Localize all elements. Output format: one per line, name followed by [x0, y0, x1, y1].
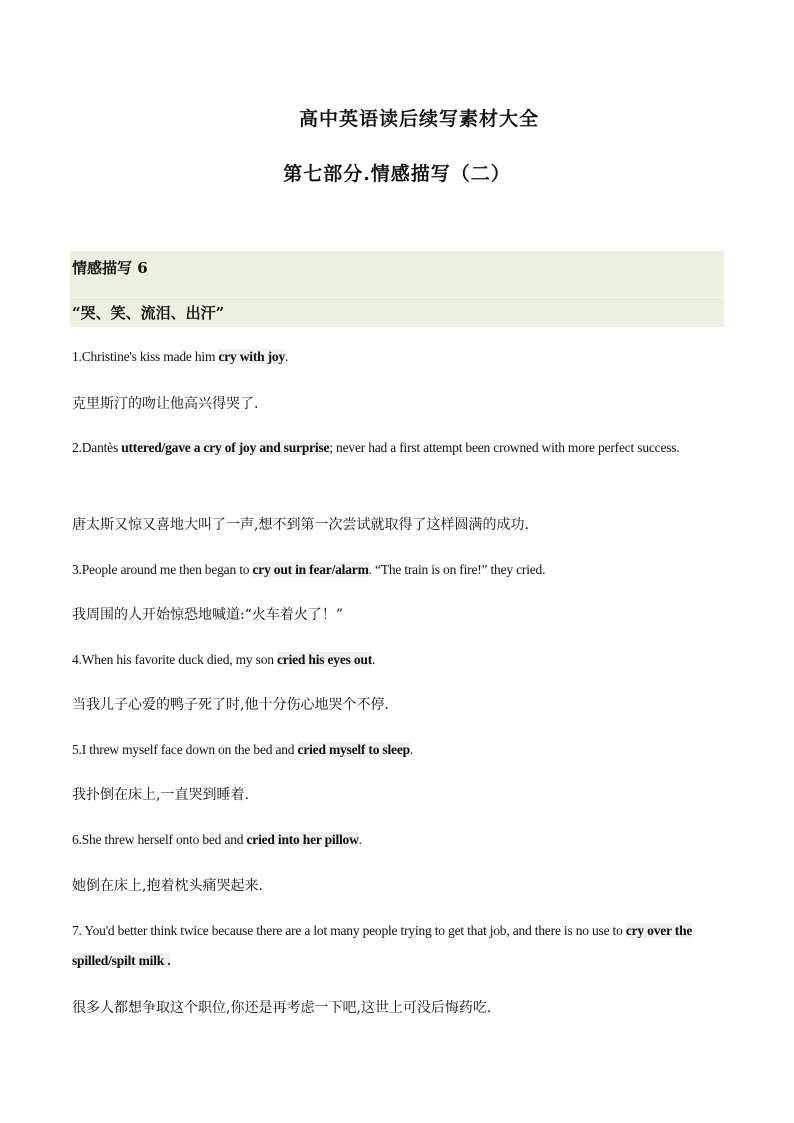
entry-6-chinese: 她倒在床上,抱着枕头痛哭起来. [72, 878, 263, 894]
entry-5-chinese: 我扑倒在床上,一直哭到睡着. [72, 787, 249, 803]
entry-2-english-pre: 2.Dantès [72, 440, 122, 455]
entry-7-chinese: 很多人都想争取这个职位,你还是再考虑一下吧,这世上可没后悔药吃. [72, 1000, 492, 1016]
entry-2-english-post: ; never had a first attempt been crowned with more perfect success. [329, 440, 680, 455]
entry-7-phrase: cry over the spilled/spilt milk . [72, 923, 693, 968]
entry-2-english [72, 433, 722, 463]
entry-3-english-pre: 3.People around me then began to [72, 562, 253, 577]
entry-1-english-pre: 1.Christine's kiss made him [72, 349, 219, 364]
entry-4-english-post: . [372, 652, 376, 667]
document-title: 高中英语读后续写素材大全 [298, 108, 539, 130]
entry-1-chinese: 克里斯汀的吻让他高兴得哭了. [72, 396, 259, 412]
entry-5-phrase: cried myself to sleep [297, 742, 410, 757]
entry-2-phrase: uttered/gave a cry of joy and surprise [121, 440, 330, 455]
entry-3-phrase: cry out in fear/alarm [252, 562, 369, 577]
entry-3-chinese: 我周围的人开始惊恐地喊道:“火车着火了！” [72, 607, 344, 623]
entry-6-phrase: cried into her pillow [246, 832, 359, 847]
entry-1-phrase: cry with joy [218, 349, 286, 364]
entry-5-english-post: . [409, 742, 414, 757]
entry-4-chinese: 当我儿子心爱的鸭子死了时,他十分伤心地哭个不停. [72, 697, 389, 713]
entry-5-english-pre: 5.I threw myself face down on the bed and [72, 742, 298, 757]
entry-4-phrase: cried his eyes out [276, 652, 372, 667]
entry-1-english-post: . [285, 349, 289, 364]
section-heading: 情感描写 6 [72, 259, 148, 277]
entry-3-english-post: . “The train is on fire!” they cried. [368, 562, 546, 577]
entry-4-english-pre: 4.When his favorite duck died, my son [72, 652, 277, 667]
entry-5-english [72, 735, 722, 765]
entry-4-english [72, 645, 722, 675]
section-divider [70, 297, 724, 298]
entry-6-english [72, 825, 722, 855]
section-header-box [70, 251, 724, 327]
entry-1-english [72, 342, 722, 372]
document-subtitle: 第七部分.情感描写（二） [283, 163, 511, 185]
entry-7-english-pre: 7. You'd better think twice because there are a lot many people trying to get that job, and there is no use to [72, 923, 626, 938]
entry-7-english [72, 916, 722, 976]
entry-6-english-pre: 6.She threw herself onto bed and [72, 832, 247, 847]
section-subheading: “哭、笑、流泪、出汗” [72, 304, 225, 322]
entry-3-english [72, 555, 722, 585]
entry-6-english-post: . [358, 832, 362, 847]
entry-2-chinese: 唐太斯又惊又喜地大叫了一声,想不到第一次尝试就取得了这样圆满的成功. [72, 517, 529, 533]
